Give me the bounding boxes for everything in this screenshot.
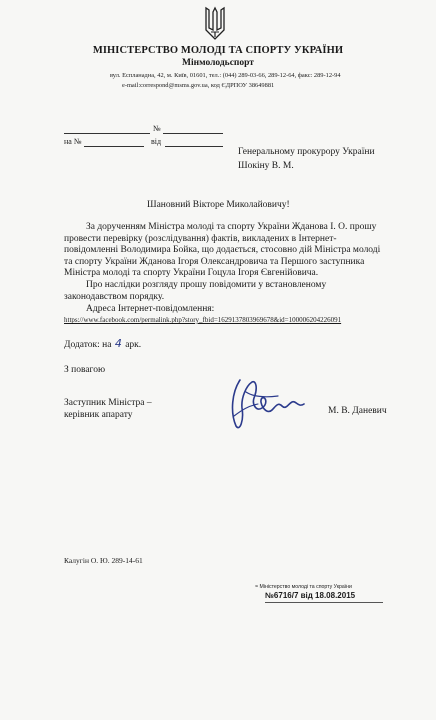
ministry-name: МІНІСТЕРСТВО МОЛОДІ ТА СПОРТУ УКРАЇНИ — [92, 45, 344, 56]
facebook-link[interactable]: https://www.facebook.com/permalink.php?story_fbid=1629137803969678&id=100006204226091 — [64, 316, 342, 324]
reply-number-line — [84, 146, 144, 147]
reply-date-line — [165, 146, 223, 147]
reply-to-label: на № — [64, 137, 82, 146]
body-line: За дорученням Міністра молоді та спорту України Жданова І. О. прошу — [86, 222, 377, 232]
attachment-page-count: 4 — [114, 337, 122, 350]
trident-emblem-icon — [204, 6, 226, 40]
body-line: повідомленні Володимира Бойка, що додається, стосовно дій Міністра молоді — [64, 245, 381, 256]
body-paragraph-2 — [64, 280, 384, 303]
body-line: Міністра молоді та спорту України Гоцула Ігоря Євгенійовича. — [64, 268, 319, 279]
attachment-label: Додаток: на — [64, 340, 112, 350]
handwritten-signature-icon — [222, 372, 312, 434]
ministry-short-name: Мінмолодьспорт — [182, 58, 254, 68]
attachment-unit: арк. — [125, 340, 142, 350]
stamp-org-text: Міністерство молоді та спорту України — [259, 584, 352, 590]
stamp-underline — [265, 602, 383, 603]
signer-title-line2: керівник апарату — [64, 410, 133, 420]
outgoing-date-line — [64, 133, 150, 134]
executor-info: Калугін О. Ю. 289-14-61 — [64, 556, 143, 565]
link-label: Адреса Інтернет-повідомлення: — [86, 304, 215, 314]
body-paragraph-1 — [64, 222, 384, 280]
signer-name: М. В. Даневич — [328, 406, 387, 416]
registration-stamp-number: №6716/7 від 18.08.2015 — [265, 591, 356, 600]
body-line: та спорту України Жданова Ігоря Олександровича та Першого заступника — [64, 256, 365, 267]
outgoing-number-line — [163, 133, 223, 134]
recipient-name: Шокіну В. М. — [238, 161, 294, 171]
registration-stamp-org: ≈ Міністерство молоді та спорту України — [255, 584, 352, 590]
recipient-title: Генеральному прокурору України — [238, 147, 375, 157]
ministry-address: вул. Еспланадна, 42, м. Київ, 01601, тел.: (044) 289-03-66, 289-12-64, факс: 289-12-94 — [110, 72, 341, 79]
number-label: № — [153, 124, 161, 133]
salutation: Шановний Вікторе Миколайовичу! — [147, 200, 290, 210]
ministry-contacts: e-mail:correspond@msms.gov.ua, код ЄДРПОУ 38649881 — [122, 82, 275, 89]
closing: З повагою — [64, 365, 106, 375]
signer-title-line1: Заступник Міністра – — [64, 398, 152, 408]
body-line: законодавством порядку. — [64, 291, 165, 302]
body-line: провести перевірку (розслідування) фактів, викладених в Інтернет- — [64, 233, 337, 244]
attachment-note — [64, 337, 141, 350]
body-line: Про наслідки розгляду прошу повідомити у встановленому — [86, 280, 327, 290]
from-label: від — [151, 137, 162, 146]
